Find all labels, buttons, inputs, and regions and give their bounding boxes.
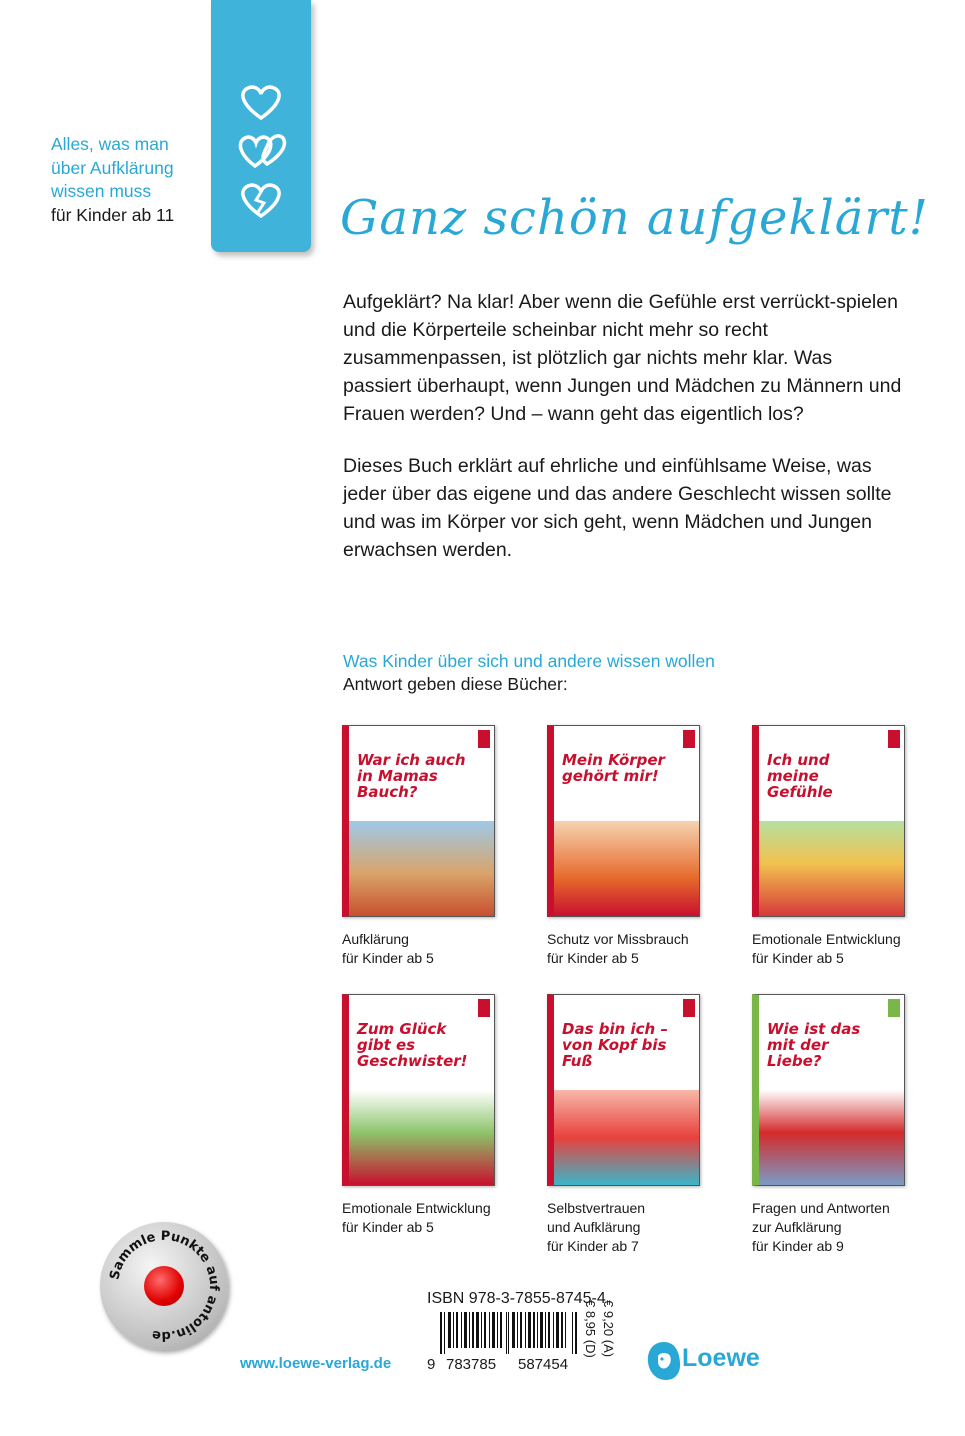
side-line-1: Alles, was man bbox=[51, 134, 169, 154]
book-caption bbox=[342, 1199, 522, 1237]
broken-heart-icon bbox=[231, 178, 291, 224]
book-cover-title: Wie ist das mit der Liebe? bbox=[767, 1020, 861, 1070]
book-illustration bbox=[349, 1090, 494, 1185]
caption-line: Schutz vor Missbrauch bbox=[547, 931, 689, 947]
blurb-paragraph-1: Aufgeklärt? Na klar! Aber wenn die Gefühle erst verrückt-spielen und die Körperteile scheinbar nicht mehr so recht zusammenpassen, ist plötzlich gar nichts mehr klar. Was passiert überhaupt, wenn Jungen und Mädchen zu Männern und Frauen werden? Und – wann geht das eigentlich los? bbox=[343, 291, 902, 425]
isbn: ISBN 978-3-7855-8745-4 bbox=[427, 1290, 606, 1307]
publisher-logo: Loewe bbox=[682, 1344, 760, 1372]
price-austria: € 9,20 (A) bbox=[601, 1300, 616, 1358]
caption-line: und Aufklärung bbox=[547, 1219, 641, 1235]
caption-line: für Kinder ab 5 bbox=[547, 950, 639, 966]
age-info bbox=[51, 133, 174, 227]
book-cover bbox=[342, 725, 495, 917]
barcode-digit-first: 9 bbox=[427, 1356, 436, 1373]
book-caption bbox=[752, 1199, 932, 1256]
series-subtitle: Antwort geben diese Bücher: bbox=[343, 674, 568, 694]
book-caption bbox=[547, 1199, 727, 1256]
series-heading bbox=[343, 650, 715, 696]
book-caption bbox=[547, 930, 727, 968]
book-cover bbox=[547, 725, 700, 917]
series-badge bbox=[478, 730, 490, 748]
side-line-2: über Aufklärung bbox=[51, 157, 174, 178]
caption-line: für Kinder ab 5 bbox=[752, 950, 844, 966]
book-illustration bbox=[554, 821, 699, 916]
book-cover bbox=[752, 725, 905, 917]
side-line-4: für Kinder ab 11 bbox=[51, 204, 175, 225]
heart-icon bbox=[231, 80, 291, 126]
series-badge bbox=[683, 999, 695, 1017]
barcode-digits-left: 783785 bbox=[446, 1356, 497, 1373]
caption-line: Fragen und Antworten bbox=[752, 1200, 890, 1216]
book-illustration bbox=[554, 1090, 699, 1185]
publisher-url[interactable]: www.loewe-verlag.de bbox=[240, 1355, 392, 1372]
book-caption bbox=[752, 930, 932, 968]
book-illustration bbox=[349, 821, 494, 916]
caption-line: Aufklärung bbox=[342, 931, 409, 947]
book-caption bbox=[342, 930, 522, 968]
series-badge bbox=[683, 730, 695, 748]
caption-line: Emotionale Entwicklung bbox=[342, 1200, 491, 1216]
book-cover bbox=[547, 994, 700, 1186]
caption-line: Emotionale Entwicklung bbox=[752, 931, 901, 947]
caption-line: Selbstvertrauen bbox=[547, 1200, 646, 1216]
double-heart-icon bbox=[231, 128, 291, 174]
caption-line: für Kinder ab 9 bbox=[752, 1238, 844, 1254]
series-title: Was Kinder über sich und andere wissen wollen bbox=[343, 651, 715, 671]
caption-line: für Kinder ab 7 bbox=[547, 1238, 639, 1254]
book-cover-title: Das bin ich – von Kopf bis Fuß bbox=[562, 1020, 668, 1070]
caption-line: für Kinder ab 5 bbox=[342, 950, 434, 966]
barcode-digits-right: 587454 bbox=[518, 1356, 569, 1373]
blurb-paragraph-2: Dieses Buch erklärt auf ehrliche und einfühlsame Weise, was jeder über das eigene und das andere Geschlecht wissen sollte und was im Körper vor sich geht, wenn Mädchen und Jungen erwachsen werden. bbox=[343, 455, 892, 561]
antolin-badge bbox=[100, 1222, 228, 1350]
book-cover-title: Ich und meine Gefühle bbox=[767, 751, 833, 801]
loewe-lion-icon bbox=[646, 1340, 682, 1382]
book-cover bbox=[342, 994, 495, 1186]
series-badge bbox=[888, 999, 900, 1017]
series-badge bbox=[478, 999, 490, 1017]
caption-line: zur Aufklärung bbox=[752, 1219, 842, 1235]
book-cover bbox=[752, 994, 905, 1186]
page-title: Ganz schön aufgeklärt! bbox=[340, 190, 929, 246]
caption-line: für Kinder ab 5 bbox=[342, 1219, 434, 1235]
series-badge bbox=[888, 730, 900, 748]
book-cover-title: Zum Glück gibt es Geschwister! bbox=[357, 1020, 468, 1070]
price-germany: € 8,95 (D) bbox=[583, 1300, 598, 1358]
book-illustration bbox=[759, 1090, 904, 1185]
book-cover-title: War ich auch in Mamas Bauch? bbox=[357, 751, 466, 801]
barcode-icon bbox=[440, 1312, 577, 1354]
antolin-badge-text bbox=[100, 1222, 228, 1350]
svg-text:Sammle Punkte auf antolin.de: Sammle Punkte auf antolin.de bbox=[107, 1228, 222, 1344]
heart-tab bbox=[211, 0, 311, 252]
book-illustration bbox=[759, 821, 904, 916]
side-line-3: wissen muss bbox=[51, 181, 152, 201]
book-cover-title: Mein Körper gehört mir! bbox=[562, 751, 665, 785]
